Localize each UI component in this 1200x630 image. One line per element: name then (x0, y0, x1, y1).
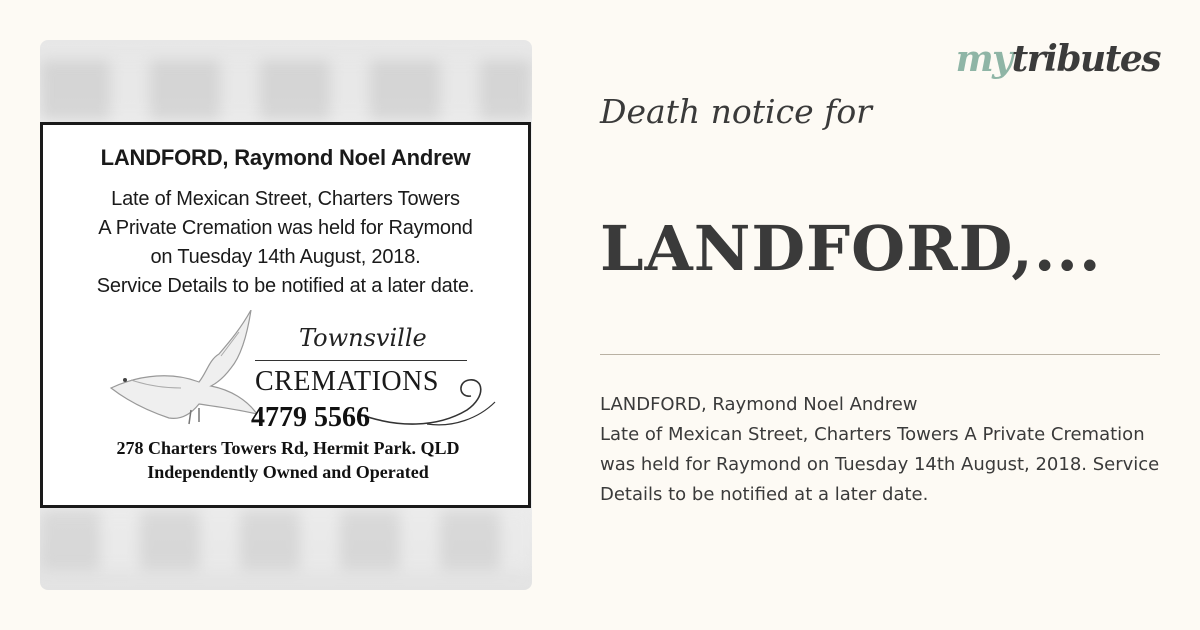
notice-line: on Tuesday 14th August, 2018. (150, 246, 421, 268)
swirl-ornament-icon (357, 366, 497, 432)
logo-my: my (955, 38, 1012, 80)
blurred-newspaper-top (40, 60, 532, 120)
mytributes-logo[interactable] (956, 38, 1160, 80)
advert-brand: CREMATIONS (255, 366, 439, 397)
advert-address: 278 Charters Towers Rd, Hermit Park. QLD (116, 438, 460, 458)
advert-phone: 4779 5566 (251, 402, 370, 433)
notice-text-body: Late of Mexican Street, Charters Towers A Private Cremation was held for Raymond on Tuesday 14th August, 2018. Service Details to be notified at a later date. (600, 424, 1160, 505)
notice-body (43, 185, 528, 301)
notice-name: LANDFORD, Raymond Noel Andrew (100, 145, 471, 170)
notice-line: Service Details to be notified at a later date. (96, 275, 475, 297)
divider (600, 354, 1160, 355)
blurred-newspaper-bottom (40, 510, 532, 570)
logo-tributes: tributes (1011, 38, 1160, 80)
notice-line: Late of Mexican Street, Charters Towers (111, 188, 460, 210)
dove-icon (81, 310, 257, 430)
death-notice-image (40, 40, 532, 590)
advert-script-name: Townsville (299, 324, 427, 352)
advert-rule (255, 360, 467, 361)
notice-line: A Private Cremation was held for Raymond (98, 217, 473, 239)
notice-text (600, 390, 1180, 510)
notice-kicker: Death notice for (600, 92, 872, 131)
notice-card (40, 122, 531, 508)
deceased-name-title: LANDFORD,... (600, 212, 1102, 285)
advert-tagline: Independently Owned and Operated (147, 462, 429, 482)
funeral-advert (79, 310, 497, 488)
notice-text-name: LANDFORD, Raymond Noel Andrew (600, 394, 918, 415)
